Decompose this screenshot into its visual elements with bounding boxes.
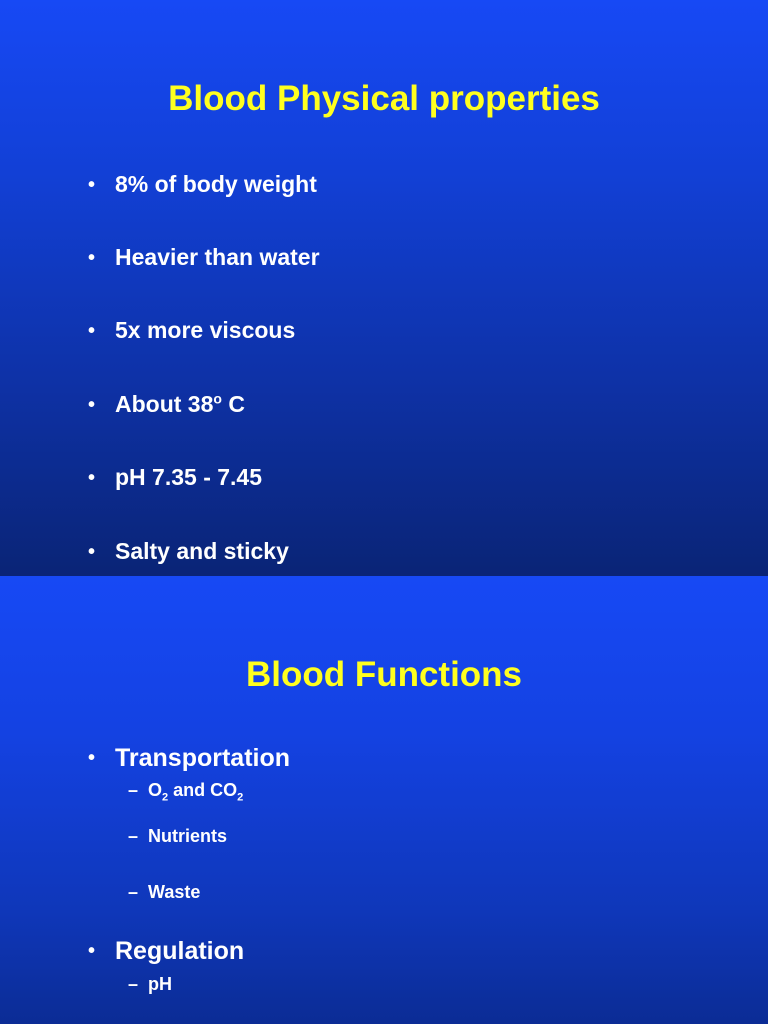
- bullet-icon: •: [88, 940, 96, 962]
- sub-text: and CO: [168, 780, 238, 800]
- bullet-text: pH 7.35 - 7.45: [115, 464, 263, 490]
- slide-title: Blood Physical properties: [168, 79, 600, 118]
- slide-blood-functions: [0, 576, 768, 1024]
- slide-title: Blood Functions: [245, 655, 523, 694]
- dash-icon: –: [128, 882, 139, 902]
- sub-item: [128, 973, 172, 995]
- sub-text: pH: [148, 974, 172, 994]
- degree-superscript: o: [213, 390, 222, 407]
- sub-text: Nutrients: [148, 826, 228, 846]
- bullet-item: [88, 537, 289, 566]
- bullet-item: [88, 243, 320, 272]
- bullet-item: [88, 936, 244, 966]
- subscript: 2: [162, 791, 169, 804]
- bullet-icon: •: [88, 747, 96, 769]
- sub-item: [128, 779, 244, 804]
- bullet-text: Salty and sticky: [115, 538, 289, 564]
- bullet-icon: •: [88, 174, 96, 196]
- bullet-icon: •: [88, 467, 96, 489]
- bullet-text: Heavier than water: [115, 244, 320, 270]
- dash-icon: –: [128, 826, 139, 846]
- bullet-text: 5x more viscous: [115, 317, 296, 343]
- bullet-item: [88, 390, 245, 419]
- bullet-text: About 38: [115, 391, 214, 417]
- bullet-text-unit: C: [221, 391, 245, 417]
- bullet-icon: •: [88, 247, 96, 269]
- bullet-icon: •: [88, 541, 96, 563]
- bullet-item: [88, 316, 295, 345]
- bullet-text: 8% of body weight: [115, 171, 317, 197]
- sub-item: [128, 881, 200, 903]
- dash-icon: –: [128, 780, 139, 800]
- sub-text: Waste: [148, 882, 201, 902]
- bullet-icon: •: [88, 394, 96, 416]
- bullet-text: Regulation: [115, 937, 245, 965]
- sub-item: [128, 825, 227, 847]
- sub-text: O: [148, 780, 163, 800]
- bullet-text: Transportation: [115, 744, 291, 772]
- bullet-item: [88, 170, 317, 199]
- subscript: 2: [237, 791, 244, 804]
- bullet-item: [88, 463, 262, 492]
- dash-icon: –: [128, 974, 139, 994]
- bullet-icon: •: [88, 320, 96, 342]
- bullet-item: [88, 743, 290, 773]
